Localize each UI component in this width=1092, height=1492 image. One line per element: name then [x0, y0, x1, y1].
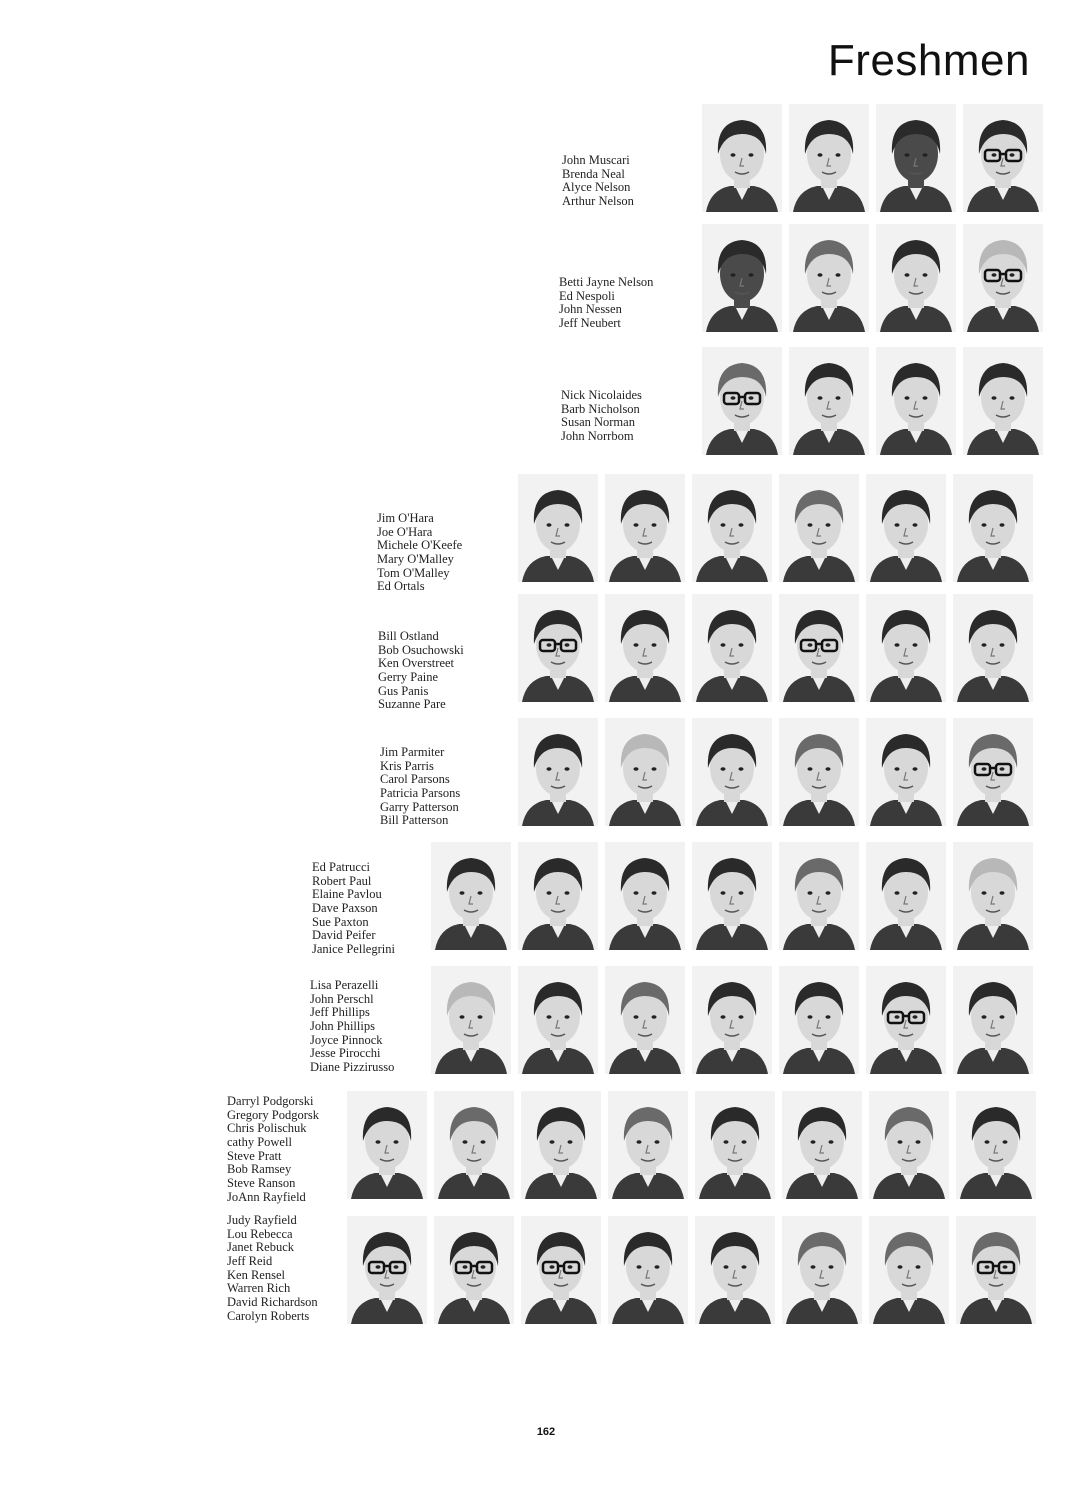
name-list — [227, 1214, 318, 1324]
student-portrait — [789, 224, 869, 332]
student-name: Nick Nicolaides — [561, 388, 642, 402]
name-list — [310, 979, 394, 1075]
student-portrait — [789, 104, 869, 212]
student-portrait — [692, 842, 772, 950]
student-name: Mary O'Malley — [377, 552, 454, 567]
student-portrait — [518, 594, 598, 702]
student-name: Steve Pratt — [227, 1148, 282, 1163]
student-portrait — [608, 1216, 688, 1324]
student-portrait — [431, 842, 511, 950]
student-name: David Peifer — [312, 928, 376, 943]
student-portrait — [779, 718, 859, 826]
student-portrait — [518, 966, 598, 1074]
student-name: Brenda Neal — [562, 166, 625, 181]
portrait-strip — [518, 594, 1033, 702]
portrait-strip — [431, 966, 1033, 1074]
student-name: Tom O'Malley — [377, 565, 450, 580]
student-name: Bob Osuchowski — [378, 642, 464, 657]
student-name: Gregory Podgorsk — [227, 1107, 320, 1122]
student-name: Susan Norman — [561, 415, 635, 430]
student-portrait — [866, 718, 946, 826]
student-portrait — [779, 842, 859, 950]
student-name: Steve Ranson — [227, 1176, 296, 1191]
student-portrait — [869, 1216, 949, 1324]
student-name: John Norrbom — [561, 429, 634, 444]
portrait-strip — [518, 718, 1033, 826]
name-list — [377, 512, 462, 594]
student-portrait — [953, 842, 1033, 950]
portrait-strip — [347, 1216, 1036, 1324]
student-name: Janet Rebuck — [227, 1240, 294, 1255]
student-portrait — [608, 1091, 688, 1199]
portrait-strip — [431, 842, 1033, 950]
student-name: Jim Parmiter — [380, 745, 445, 759]
student-name: JoAnn Rayfield — [227, 1189, 306, 1204]
name-list — [312, 861, 395, 957]
student-portrait — [695, 1216, 775, 1324]
student-portrait — [963, 347, 1043, 455]
student-name: John Nessen — [559, 302, 622, 317]
student-name: John Perschl — [310, 991, 374, 1006]
student-portrait — [782, 1216, 862, 1324]
student-portrait — [779, 474, 859, 582]
student-portrait — [518, 718, 598, 826]
student-name: Jesse Pirocchi — [310, 1046, 381, 1061]
student-portrait — [702, 347, 782, 455]
student-portrait — [605, 842, 685, 950]
portrait-strip — [702, 224, 1043, 332]
student-portrait — [695, 1091, 775, 1199]
student-portrait — [347, 1216, 427, 1324]
student-portrait — [953, 474, 1033, 582]
student-portrait — [876, 104, 956, 212]
student-name: John Phillips — [310, 1019, 375, 1034]
student-portrait — [953, 594, 1033, 702]
student-name: Kris Parris — [380, 758, 434, 773]
student-name: Ed Patrucci — [312, 860, 370, 874]
student-portrait — [953, 966, 1033, 1074]
student-portrait — [956, 1091, 1036, 1199]
page-title: Freshmen — [827, 36, 1030, 85]
student-name: Barb Nicholson — [561, 401, 640, 416]
name-list — [562, 154, 634, 209]
student-portrait — [692, 474, 772, 582]
student-name: Lou Rebecca — [227, 1226, 293, 1241]
name-list — [559, 276, 653, 331]
student-portrait — [518, 474, 598, 582]
student-name: Betti Jayne Nelson — [559, 275, 654, 289]
student-name: Jim O'Hara — [377, 511, 434, 525]
student-portrait — [953, 718, 1033, 826]
student-name: Jeff Reid — [227, 1254, 273, 1269]
student-name: Ken Rensel — [227, 1267, 285, 1282]
page-number: 162 — [536, 1426, 556, 1438]
portrait-strip — [702, 347, 1043, 455]
student-portrait — [692, 594, 772, 702]
student-portrait — [866, 842, 946, 950]
student-portrait — [702, 224, 782, 332]
student-name: Judy Rayfield — [227, 1213, 297, 1227]
student-portrait — [518, 842, 598, 950]
student-name: David Richardson — [227, 1295, 318, 1310]
student-name: Michele O'Keefe — [377, 538, 463, 553]
student-portrait — [431, 966, 511, 1074]
portrait-strip — [518, 474, 1033, 582]
student-name: Alyce Nelson — [562, 180, 631, 195]
student-portrait — [876, 224, 956, 332]
student-portrait — [963, 104, 1043, 212]
student-name: John Muscari — [562, 153, 630, 167]
student-name: cathy Powell — [227, 1135, 292, 1150]
portrait-strip — [702, 104, 1043, 212]
student-portrait — [521, 1091, 601, 1199]
student-name: Patricia Parsons — [380, 786, 461, 801]
student-name: Suzanne Pare — [378, 697, 446, 712]
student-portrait — [434, 1216, 514, 1324]
student-name: Joyce Pinnock — [310, 1032, 383, 1047]
student-portrait — [779, 594, 859, 702]
name-list — [227, 1095, 319, 1205]
name-list — [380, 746, 460, 828]
student-portrait — [866, 474, 946, 582]
student-name: Bill Patterson — [380, 813, 449, 828]
student-name: Janice Pellegrini — [312, 942, 395, 957]
student-name: Sue Paxton — [312, 914, 369, 929]
student-portrait — [866, 594, 946, 702]
student-name: Jeff Phillips — [310, 1005, 370, 1020]
student-portrait — [521, 1216, 601, 1324]
student-name: Lisa Perazelli — [310, 978, 379, 992]
student-portrait — [779, 966, 859, 1074]
student-portrait — [347, 1091, 427, 1199]
student-name: Jeff Neubert — [559, 316, 621, 331]
student-name: Darryl Podgorski — [227, 1094, 314, 1108]
student-portrait — [866, 966, 946, 1074]
student-portrait — [963, 224, 1043, 332]
student-name: Ed Ortals — [377, 579, 425, 594]
student-name: Gus Panis — [378, 683, 429, 698]
name-list — [561, 389, 642, 444]
student-portrait — [692, 966, 772, 1074]
student-name: Elaine Pavlou — [312, 887, 382, 902]
student-name: Carol Parsons — [380, 772, 450, 787]
student-name: Chris Polischuk — [227, 1121, 307, 1136]
student-name: Garry Patterson — [380, 799, 459, 814]
student-name: Bill Ostland — [378, 629, 439, 643]
student-name: Robert Paul — [312, 873, 372, 888]
student-portrait — [605, 966, 685, 1074]
student-portrait — [956, 1216, 1036, 1324]
student-name: Warren Rich — [227, 1281, 291, 1296]
student-name: Dave Paxson — [312, 901, 378, 916]
student-portrait — [434, 1091, 514, 1199]
student-name: Gerry Paine — [378, 670, 439, 685]
student-name: Bob Ramsey — [227, 1162, 292, 1177]
student-portrait — [692, 718, 772, 826]
student-name: Ed Nespoli — [559, 288, 615, 303]
student-portrait — [702, 104, 782, 212]
student-portrait — [876, 347, 956, 455]
portrait-strip — [347, 1091, 1036, 1199]
name-list — [378, 630, 464, 712]
student-portrait — [789, 347, 869, 455]
student-portrait — [782, 1091, 862, 1199]
student-portrait — [605, 594, 685, 702]
student-name: Ken Overstreet — [378, 656, 455, 671]
student-name: Arthur Nelson — [562, 194, 634, 209]
student-name: Diane Pizzirusso — [310, 1060, 395, 1075]
student-name: Joe O'Hara — [377, 524, 433, 539]
student-name: Carolyn Roberts — [227, 1308, 310, 1323]
student-portrait — [869, 1091, 949, 1199]
student-portrait — [605, 474, 685, 582]
student-portrait — [605, 718, 685, 826]
